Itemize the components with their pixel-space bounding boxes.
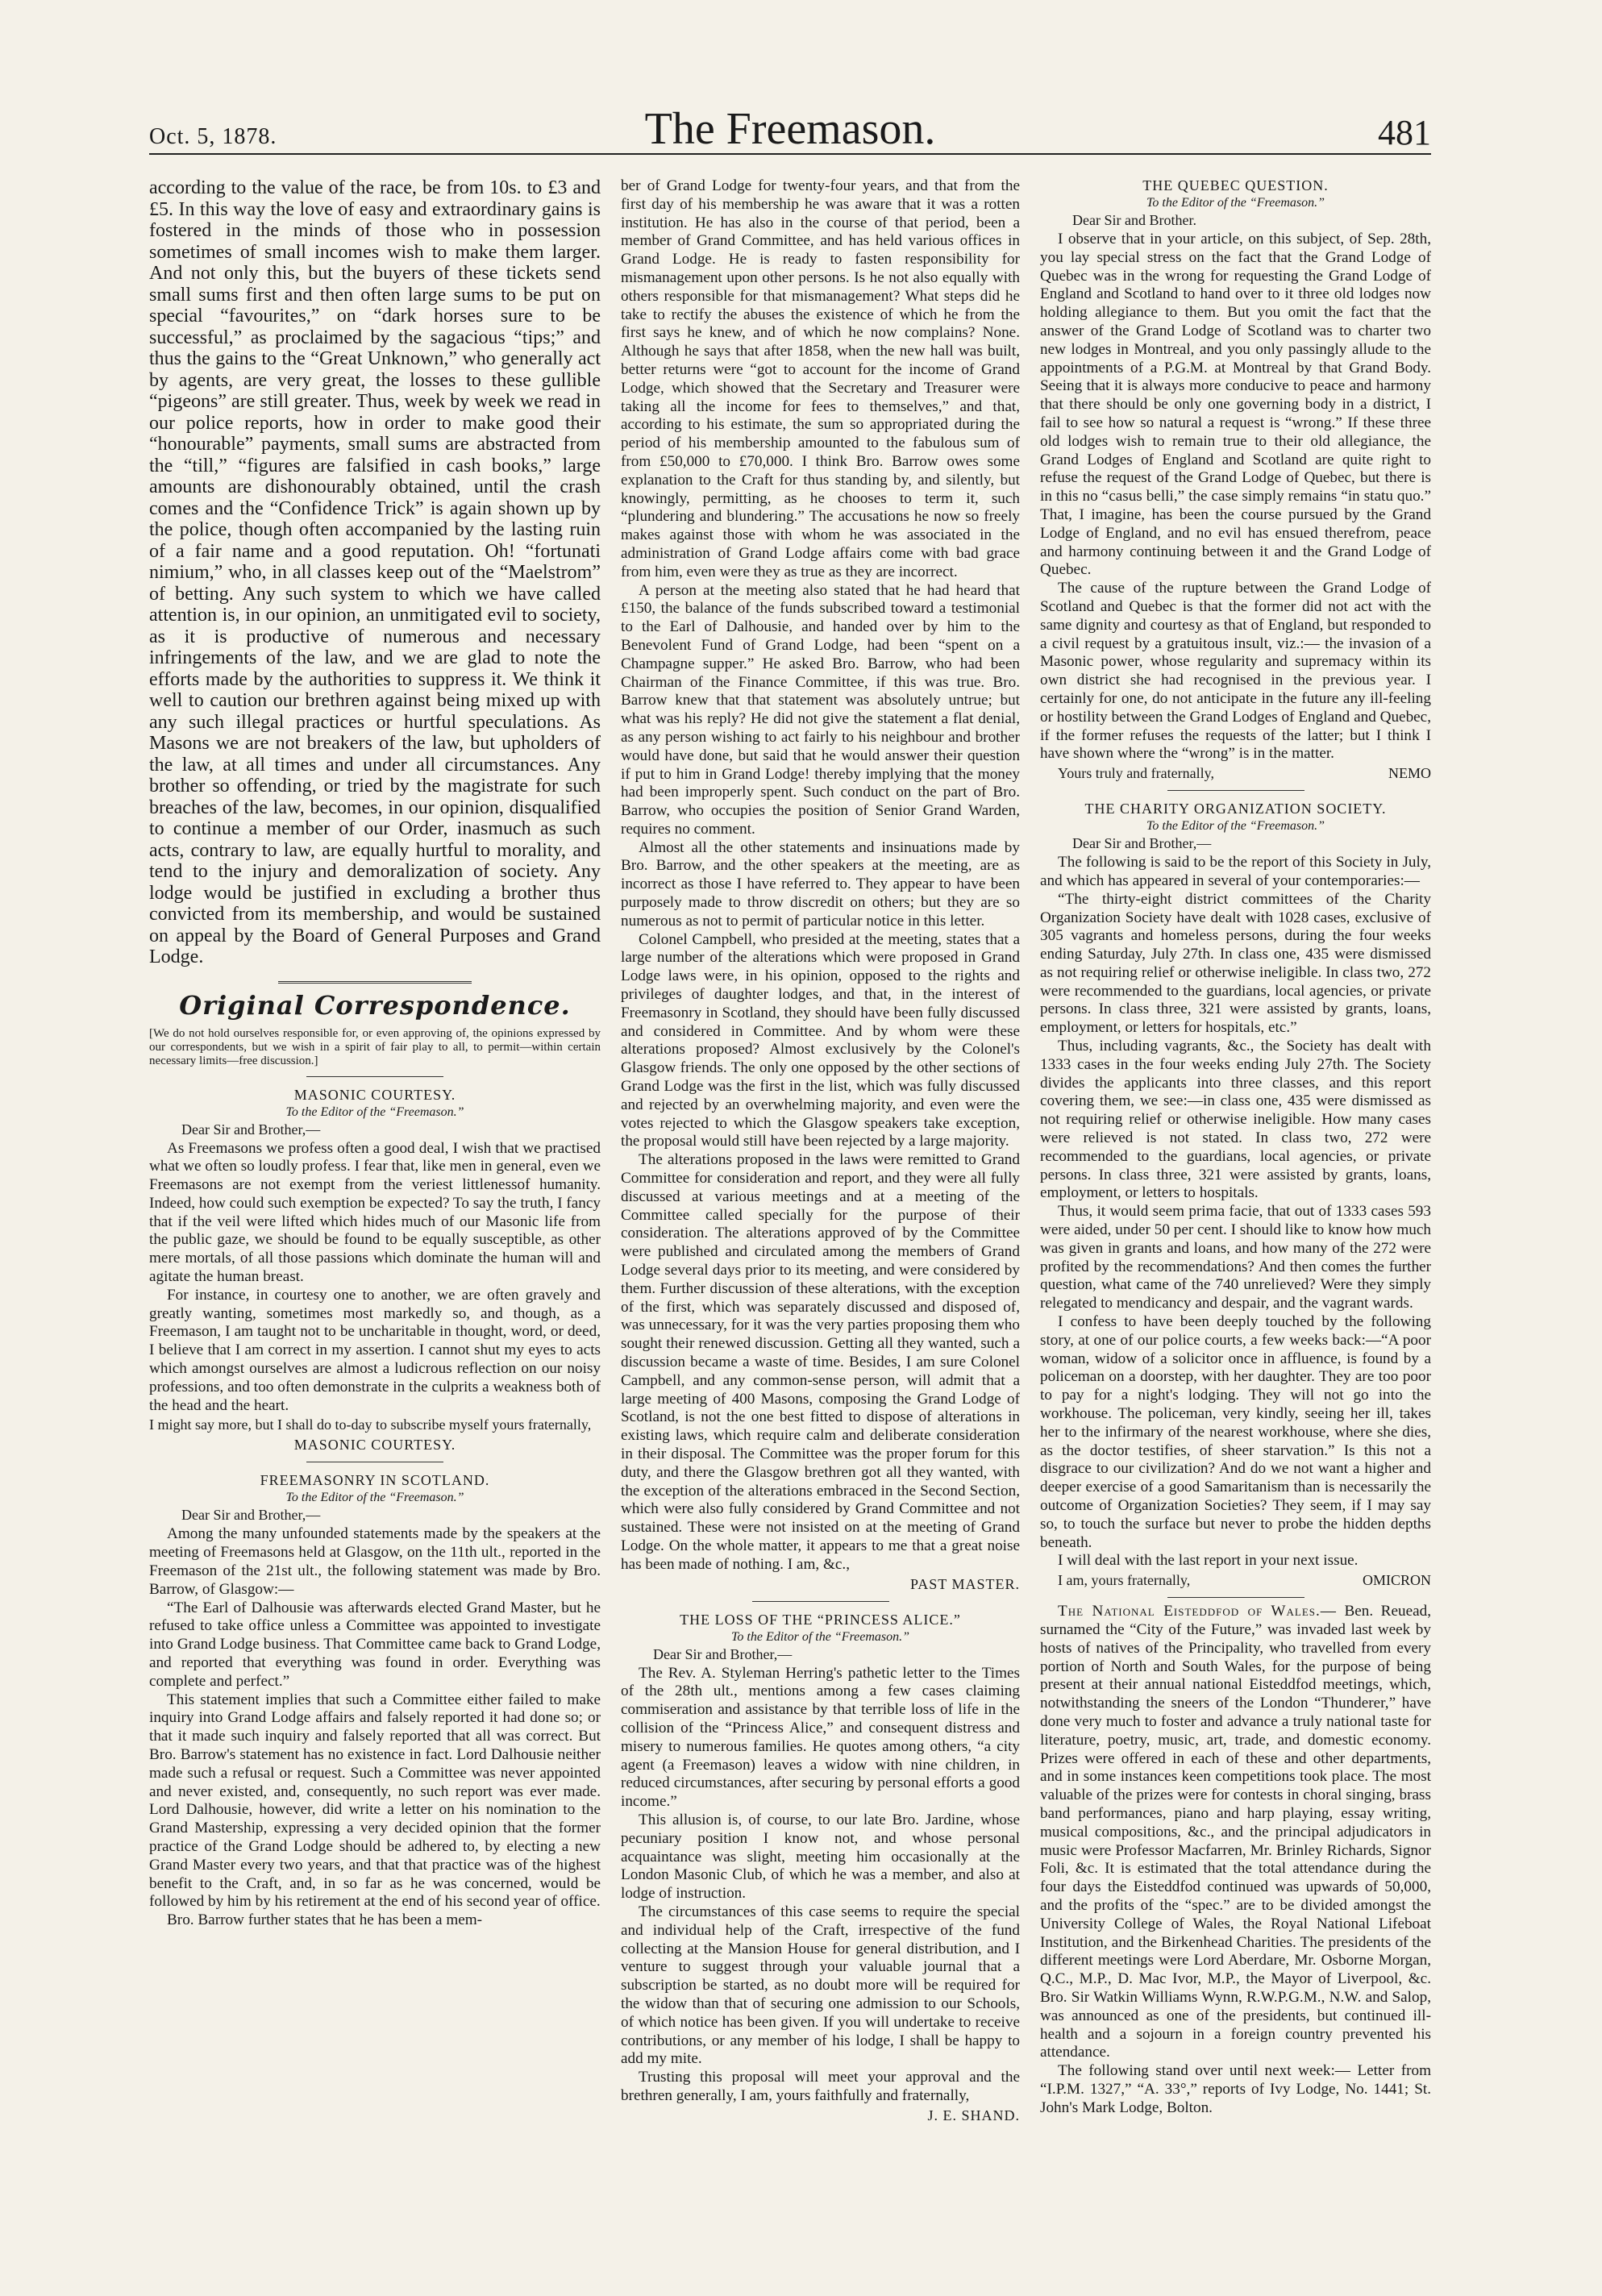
letter-salutation: Dear Sir and Brother,— xyxy=(181,1507,321,1524)
article-title: FREEMASONRY IN SCOTLAND. xyxy=(260,1472,490,1489)
letter-closing xyxy=(1040,765,1431,782)
paragraph: The following is said to be the report of this Society in July, and which has appeared in several of your contemporaries:— xyxy=(1040,854,1431,889)
paragraph: I confess to have been deeply touched by the following story, at one of our police courts, a few weeks back:—“A poor woman, widow of a solicitor once in affluence, is found by a policeman on a doorstep, with her daughter. They are too poor to pay for a night's lodging. They will not go into the workhouse. The policeman, very kindly, seeing her ill, takes her to the infirmary of the nearest workhouse, where she dies, as the doctor testifies, of sheer starvation.” Is this not a disgrace to our civilization? And do we not want a higher and deeper exercise of a good Samaritanism than is necessarily the outcome of Organization Societies? They seem, if I may say so, to touch the surface but never to probe the hidden depths beneath. xyxy=(1040,1313,1431,1551)
paper-title: The Freemason. xyxy=(644,104,936,154)
letter-signature: MASONIC COURTESY. xyxy=(293,1437,456,1454)
closing-text: I am, yours fraternally, xyxy=(1058,1572,1191,1589)
paragraph: Bro. Barrow further states that he has been a mem- xyxy=(167,1911,483,1929)
paragraph: The alterations proposed in the laws were remitted to Grand Committee for consideration and report, and they were all fully discussed at various meetings and at a meeting of the Committee called specially for the purpose of their consideration. The alterations approved of by the Committee were published and circulated among the members of Grand Lodge several days prior to its meeting, and were considered by them. Further discussion of these alterations, with the exception of the first, which was separately discussed and disposed of, was unnecessary, for it was the very parties proposing them who sought their renewed discussion. Getting all they wanted, such a discussion became a waste of time. Besides, I am sure Colonel Campbell, and any common-sense person, will admit that a large meeting of 400 Masons, composing the Grand Lodge of Scotland, is not the one best fitted to dispose of alterations in existing laws, which require calm and deliberate consideration in their disposal. The Committee was the proper forum for this duty, and there the Glasgow brethren got all they wanted, with the exception of the alterations embraced in the Second Section, which were also fully considered by Grand Committee and not sustained. These were not insisted on at the meeting of Grand Lodge. On the whole matter, it appears to me that a great noise has been made of nothing. I am, &c., xyxy=(621,1151,1020,1573)
letter-addressee: To the Editor of the “Freemason.” xyxy=(285,1104,464,1119)
page-number: 481 xyxy=(1378,113,1431,152)
letter-salutation: Dear Sir and Brother,— xyxy=(181,1121,321,1138)
letter-signature: OMICRON xyxy=(1362,1572,1431,1589)
paragraph: Thus, including vagrants, &c., the Society has dealt with 1333 cases in the four weeks ending July 27th. The Society divides the applicants into three classes, and this report covering them, we see:—in class one, 435 were dismissed as not requiring relief or otherwise ineligible. How many cases were relieved is not stated. In class two, 272 were recommended to the guardians, local agencies, or private persons. In class three, 321 were assisted by grants, loans, employment, or letters to hospitals. xyxy=(1040,1038,1431,1202)
closing-text: Yours truly and fraternally, xyxy=(1058,765,1214,782)
stand-over-notice: The following stand over until next week:— Letter from “I.P.M. 1327,” “A. 33°,” reports of Ivy Lodge, No. 1441; St. John's Mark Lodge, Bolton. xyxy=(1040,2062,1431,2116)
letter-addressee: To the Editor of the “Freemason.” xyxy=(1146,819,1325,834)
paragraph: I observe that in your article, on this subject, of Sep. 28th, you lay special stress on the fact that the Grand Lodge of Quebec was in the wrong for requesting the Grand Lodge of England and Scotland to hand over to it three old lodges now holding allegiance to them. But you omit the fact that the answer of the Grand Lodge of Scotland was to charter two new lodges in Montreal, and you only passingly allude to the appointments of a P.G.M. at Montreal by that Grand Body. Seeing that it is always more conducive to peace and harmony that there should be only one governing body in a district, I fail to see how so natural a request is “wrong.” If these three old lodges wish to remain true to their old allegiance, the Grand Lodges of England and Scotland are quite right to refuse the request of the Grand Lodge of Quebec, but there is in this no “casus belli,” the case simply remains “in statu quo.” That, I imagine, has been the course pursued by the Grand Lodge of England, and no evil has ensued therefrom, peace and harmony continuing between it and the Grand Lodge of Quebec. xyxy=(1040,231,1431,579)
letter-salutation: Dear Sir and Brother,— xyxy=(1072,835,1212,852)
issue-date: Oct. 5, 1878. xyxy=(149,124,277,149)
column-3 xyxy=(1040,177,1431,2118)
paragraph: Thus, it would seem prima facie, that out of 1333 cases 593 were aided, under 50 per cent. I should like to know how much was given in grants and loans, and how many of the 272 were profited by the recommendations? And then comes the further question, what came of the 740 unrelieved? Were they simply relegated to mendicancy and despair, and the vagrant wards. xyxy=(1040,1203,1431,1312)
paragraph: The cause of the rupture between the Grand Lodge of Scotland and Quebec is that the former did not act with the same dignity and courtesy as that of England, but responded to a civil request by a gratuitous insult, viz.:— the invasion of a Masonic power, whose regularity and supremacy within its own district she had recognised in the previous year. I certainly for one, do not anticipate in the future any ill-feeling or hostility between the Grand Lodges of England and Quebec, if the former refuses the requests of the latter; but I think I have shown where the “wrong” is in the matter. xyxy=(1040,580,1431,763)
paragraph: The circumstances of this case seems to require the special and individual help of the Craft, irrespective of the fund collecting at the Mansion House for general distribution, and I venture to suggest through your valuable journal that a subscription be started, as no doubt more will be required for the widow than that of securing one admission to our Schools, of which notice has been given. If you will undertake to receive contributions, or any member of his lodge, I shall be happy to add my mite. xyxy=(621,1903,1020,2068)
paragraph: ber of Grand Lodge for twenty-four years, and that from the first day of his membership he was aware that it was a rotten institution. He has also in the course of that period, been a member of Grand Committee, and has held various offices in Grand Lodge. He is ready to fasten responsibility for mismanagement upon other persons. Is he not also equally with others responsible for that mismanagement? What steps did he take to rectify the abuses the existence of which he from the first says he knew, and of which he now complains? None. Although he says that after 1858, when the new hall was built, better returns were “got to account for the income of Grand Lodge, which showed that the Secretary and Treasurer were taking all the income for fees to themselves,” and that, according to his estimate, the sum so appropriated during the period of his membership amounted to the fabulous sum of from £50,000 to £70,000. I think Bro. Barrow owes some explanation to the Craft for thus standing by, and silently, but knowingly, permitting, as he chooses to term it, such “plundering and blundering.” The accusations he now so freely makes against those with whom he was associated in the administration of Grand Lodge affairs come with bad grace from him, even were they as true as they are incorrect. xyxy=(621,177,1020,580)
essay-continuation: according to the value of the race, be from 10s. to £3 and £5. In this way the love of easy and extraordinary gains is fostered in the minds of those who in possession sometimes of small incomes wish to make them larger. And not only this, but the buyers of these tickets send small sums first and then often large sums to be put on special “favourites,” on “dark horses sure to be successful,” as proclaimed by the sagacious “tips;” and thus the gains to the “Great Unknown,” who generally act by agents, are very great, the losses to these gullible “pigeons” are still greater. Thus, week by week we read in our police reports, how in order to make good their “honourable” payments, small sums are abstracted from the “till,” “figures are falsified in cash books,” large amounts are dishonourably obtained, until the crash comes and the “Confidence Trick” is again shown up by the police, though often accompanied by the lasting ruin of a fair name and a good reputation. Oh! “fortunati nimium,” who, in all classes keep out of the “Maelstrom” of betting. Any such system to which we have called attention is, in our opinion, an unmitigated evil to society, as it is productive of numerous and necessary infringements of the law, and we are glad to note the efforts made by the authorities to suppress it. We think it well to caution our brethren against being mixed up with any such illegal practices or hurtful speculations. As Masons we are not breakers of the law, but upholders of the law, at all times and under all circumstances. Any brother so offending, or tried by the magistrate for such breaches of the law, becomes, in our opinion, disqualified to continue a member of our Order, inasmuch as such acts, contrary to law, are equally hurtful to morality, and tend to the injury and demoralization of society. Any lodge would be justified in excluding a brother thus convicted from its membership, and would be sustained on appeal by the Board of General Purposes and Grand Lodge. xyxy=(149,177,601,967)
letter-signature: PAST MASTER. xyxy=(909,1575,1020,1592)
letter-closing xyxy=(1040,1572,1431,1589)
paragraph: The Rev. A. Styleman Herring's pathetic letter to the Times of the 28th ult., mentions among a few cases claiming commiseration and assistance by that terrible loss of life in the collision of the “Princess Alice,” and consequent distress and misery to numerous families. He quotes among others, “a city agent (a Freemason) leaves a widow with nine children, in reduced circumstances, after securing by personal efforts a good income.” xyxy=(621,1664,1020,1811)
editorial-disclaimer: [We do not hold ourselves responsible for, or even approving of, the opinions expressed by our correspondents, but we wish in a spirit of fair play to all, to permit—within certain necessary limits—free discussion.] xyxy=(149,1026,601,1067)
paragraph: This statement implies that such a Committee either failed to make inquiry into Grand Lodge affairs and falsely reported it had done so; or that it made such inquiry and falsely reported that all was correct. But Bro. Barrow's statement has no existence in fact. Lord Dalhousie neither made such a refusal or request. Such a Committee was never appointed and never existed, and, consequently, no such report was ever made. Lord Dalhousie, however, did write a letter on his nomination to the Grand Mastership, expressing a very decided opinion that the former practice of the Grand Lodge should be adhered to, by electing a new Grand Master every two years, and that that practice was of the highest benefit to the Craft, and, in so far as he was concerned, would be followed by him by his retirement at the end of his second year of office. xyxy=(149,1691,601,1911)
paragraph: For instance, in courtesy one to another, we are often gravely and greatly wanting, sometimes most markedly so, and though, as a Freemason, I am taught not to be uncharitable in thought, word, or deed, I believe that I am correct in my assertion. I cannot shut my eyes to acts which amongst ourselves are almost a ludicrous reflection on our noisy professions, and too often demonstrate in the culprits a weakness both of the head and the heart. xyxy=(149,1286,601,1414)
article-title: THE CHARITY ORGANIZATION SOCIETY. xyxy=(1084,801,1387,817)
letter-addressee: To the Editor of the “Freemason.” xyxy=(1146,196,1325,210)
article-divider xyxy=(1167,790,1304,791)
letter-salutation: Dear Sir and Brother. xyxy=(1072,212,1196,228)
runin-heading: The National Eisteddfod of Wales.— xyxy=(1058,1603,1337,1620)
paragraph: Among the many unfounded statements made by the speakers at the meeting of Freemasons held at Glasgow, on the 11th ult., reported in the Freemason of the 21st ult., the following statement was made by Bro. Barrow, of Glasgow:— xyxy=(149,1525,601,1598)
paragraph: “The thirty-eight district committees of the Charity Organization Society have dealt with 1028 cases, exclusive of 305 vagrants and homeless persons, during the four weeks ending Saturday, July 27th. In class one, 435 were dismissed as not requiring relief or otherwise ineligible. In class two, 272 were recommended to the guardians, local agencies, or private persons. In class three, 321 were assisted by grants, loans, employment, or letters for hospitals, etc.” xyxy=(1040,890,1431,1037)
letter-signature: J. E. SHAND. xyxy=(927,2107,1020,2123)
letter-addressee: To the Editor of the “Freemason.” xyxy=(285,1491,464,1505)
letter-addressee: To the Editor of the “Freemason.” xyxy=(730,1629,910,1644)
paragraph: This allusion is, of course, to our late Bro. Jardine, whose pecuniary position I know not, and whose personal acquaintance was slight, meeting him occasionally at the London Masonic Club, of which he was a member, and also at lodge of instruction. xyxy=(621,1811,1020,1903)
article-title: THE QUEBEC QUESTION. xyxy=(1142,177,1329,193)
article-divider xyxy=(752,1601,889,1602)
closing-text: I might say more, but I shall do to-day to subscribe myself yours fraternally, xyxy=(149,1416,592,1433)
section-title: Original Correspondence. xyxy=(179,989,571,1021)
paragraph: As Freemasons we profess often a good deal, I wish that we practised what we often so loudly profess. I fear that, like men in general, even we Freemasons are not exempt from the veriest littlenessof humanity. Indeed, how could such exemption be expected? To say the truth, I fancy that if the veil were lifted which hides much of our Masonic life from the public gaze, we should be found to be equally susceptible, as other mere mortals, of all those passions which dominate the human will and agitate the human breast. xyxy=(149,1139,601,1286)
article-title: MASONIC COURTESY. xyxy=(293,1086,456,1103)
paragraph: Almost all the other statements and insinuations made by Bro. Barrow, and the other speakers at the meeting, are as incorrect as those I have referred to. They appear to have been purposely made to throw discredit on others; but they are so numerous as not to permit of particular notice in this letter. xyxy=(621,838,1020,930)
paragraph: I will deal with the last report in your next issue. xyxy=(1058,1552,1359,1570)
letter-signature: NEMO xyxy=(1388,765,1431,782)
paragraph: Trusting this proposal will meet your approval and the brethren generally, I am, yours faithfully and fraternally, xyxy=(621,2069,1020,2104)
section-divider xyxy=(278,981,472,984)
paragraph: Colonel Campbell, who presided at the meeting, states that a large number of the alterations which were proposed in Grand Lodge laws were, in his opinion, opposed to the rights and privileges of daughter lodges, and that, in the interest of Freemasonry in Scotland, they should have been fully discussed and considered in Committee. And by whom were these alterations proposed? Almost exclusively by the Colonel's Glasgow friends. The only one opposed by the other sections of Grand Lodge was the first in the list, which was fully discussed and rejected by an overwhelming majority, and even were the votes rejected to which the Glasgow speakers take exception, the proposal would still have been rejected by a large majority. xyxy=(621,930,1020,1150)
paragraph-text: Ben. Reuead, surnamed the “City of the Future,” was invaded last week by hosts of natives of the Principality, who travelled from every portion of North and South Wales, for the purpose of being present at their annual national Eisteddfod meetings, which, notwithstanding the sneers of the London “Thunderer,” have done very much to foster and advance a truly national taste for literature, poetry, music, art, trade, and domestic economy. Prizes were offered in each of these and other departments, and in some instances keen competitions took place. The most valuable of the prizes were for contests in choral singing, brass band performances, piano and harp playing, essay writing, musical compositions, &c., and the principal adjudicators in music were Professor Macfarren, Mr. Brinley Richards, Signor Foli, &c. It is estimated that the total attendance during the four days the Eisteddfod continued was upwards of 50,000, and the profits of the “spec.” are to be divided amongst the University College of Wales, the Royal National Lifeboat Institution, and the Birkenhead Charities. The presidents of the different meetings were Lord Aberdare, Mr. Osborne Morgan, Q.C., M.P., D. Mac Ivor, M.P., the Mayor of Liverpool, &c. Bro. Sir Watkin Williams Wynn, R.W.P.G.M., N.W. and Salop, was announced as one of the presidents, but continued ill-health and a sojourn in a foreign country prevented his attendance. xyxy=(1040,1603,1431,2061)
letter-closing xyxy=(149,1416,601,1433)
article-title: THE LOSS OF THE “PRINCESS ALICE.” xyxy=(680,1611,961,1628)
column-2 xyxy=(621,177,1020,2128)
column-1 xyxy=(149,177,601,1930)
article-divider xyxy=(306,1076,443,1077)
letter-salutation: Dear Sir and Brother,— xyxy=(653,1645,793,1662)
paragraph: A person at the meeting also stated that he had heard that £150, the balance of the funds subscribed toward a testimonial to the Earl of Dalhousie, and handed over by him to the Benevolent Fund of Grand Lodge, had been “spent on a Champagne supper.” He asked Bro. Barrow, who had been Chairman of the Finance Committee, if this was true. Bro. Barrow knew that that statement was absolutely untrue; but what was his reply? He did not give the statement a flat denial, as any person wishing to act fairly to his neighbour and brother would have done, but said that he would answer their question if put to him in Grand Lodge! thereby implying that the money had been improperly spent. Such conduct on the part of Bro. Barrow, who occupies the position of Senior Grand Warden, requires no comment. xyxy=(621,581,1020,838)
paragraph: “The Earl of Dalhousie was afterwards elected Grand Master, but he refused to take office unless a Committee was appointed to investigate into Grand Lodge business. That Committee came back to Grand Lodge, and reported that everything was found in order. Everything was complete and perfect.” xyxy=(149,1599,601,1690)
eisteddfod-paragraph xyxy=(1040,1603,1431,2062)
article-divider xyxy=(1167,1597,1304,1598)
masthead xyxy=(149,105,1431,155)
